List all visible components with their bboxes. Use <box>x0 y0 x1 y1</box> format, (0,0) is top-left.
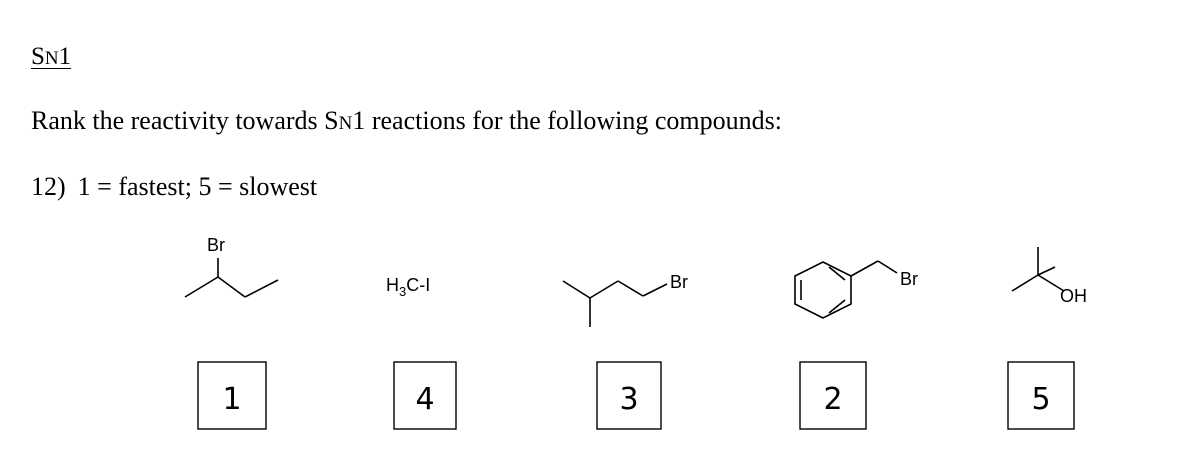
compound-3-structure <box>563 281 667 327</box>
compound-3-br-label: Br <box>670 272 688 292</box>
answer-3-value: 3 <box>619 382 639 417</box>
compound-5-oh-label: OH <box>1060 286 1087 306</box>
answer-5-value: 5 <box>1031 382 1051 417</box>
heading-suffix: 1 <box>58 43 72 70</box>
answer-box-2[interactable] <box>394 362 456 429</box>
compound-4-structure <box>795 261 897 318</box>
answer-box-1[interactable] <box>198 362 266 429</box>
compound-4-br-label: Br <box>900 269 918 289</box>
compound-1-br-label: Br <box>207 235 225 255</box>
instruction-text: 1 = fastest; 5 = slowest <box>77 172 318 201</box>
answer-2-value: 4 <box>415 382 435 417</box>
heading-subscript: N <box>44 48 59 69</box>
heading-prefix: S <box>31 43 45 70</box>
answer-box-5[interactable] <box>1008 362 1074 429</box>
question-before: Rank the reactivity towards S <box>31 106 339 135</box>
question-after: 1 reactions for the following compounds: <box>352 106 782 135</box>
compound-2-formula: $H_3C-I$ <box>386 275 431 299</box>
question-subscript: N <box>338 113 353 134</box>
answer-4-value: 2 <box>823 382 843 417</box>
question-number: 12) <box>31 172 66 201</box>
compound-1-structure <box>185 258 278 297</box>
answer-box-4[interactable] <box>800 362 866 429</box>
answer-box-3[interactable] <box>597 362 661 429</box>
answer-1-value: 1 <box>222 382 242 417</box>
compound-5-structure <box>1012 247 1064 291</box>
